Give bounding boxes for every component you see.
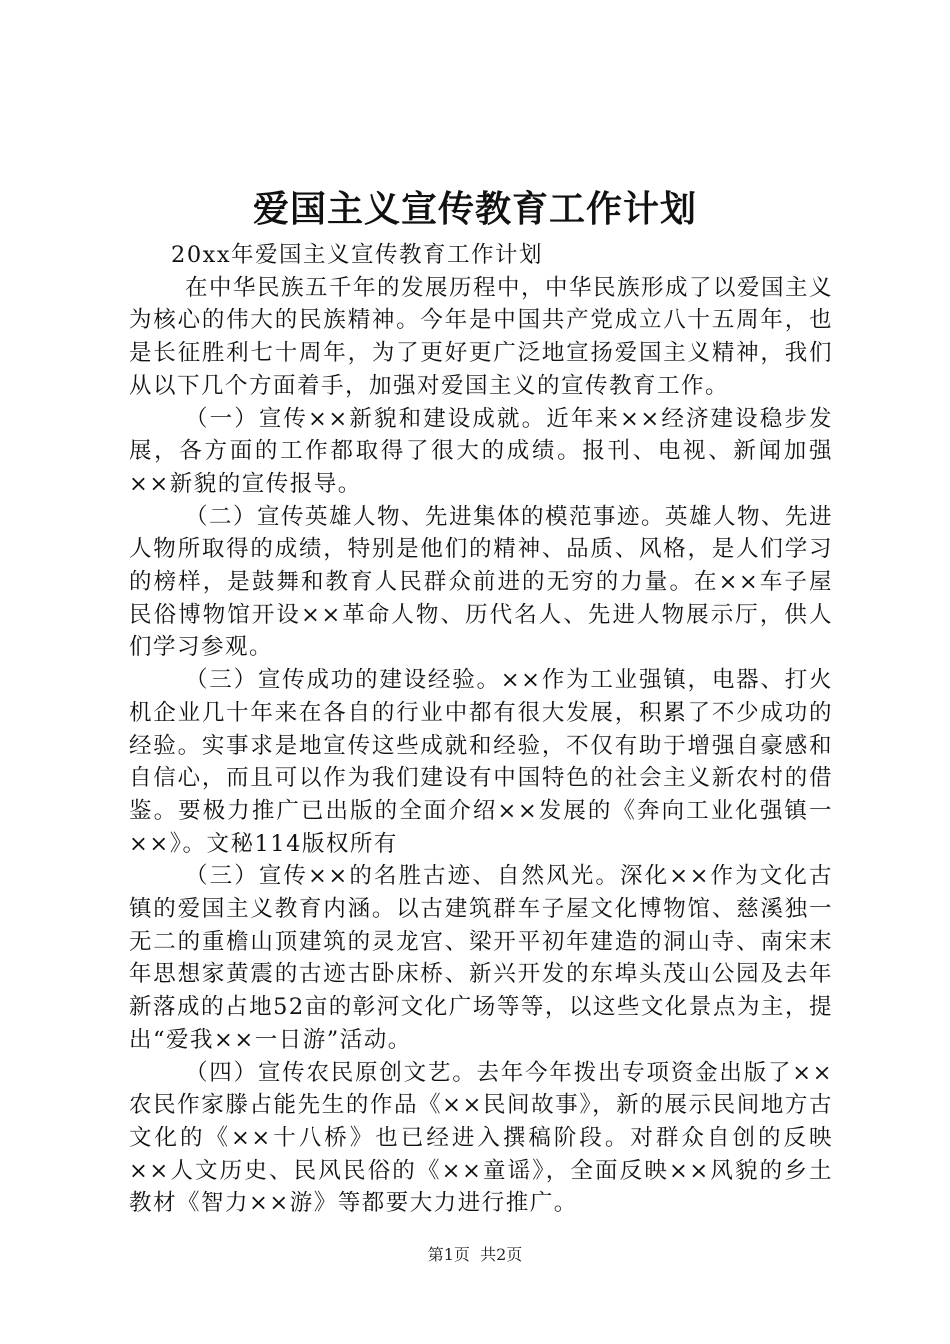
page-footer	[0, 1243, 950, 1267]
section-paragraph-3: （三）宣传成功的建设经验。××作为工业强镇，电器、打火机企业几十年来在各自的行业中都有很大发展，积累了不少成功的经验。实事求是地宣传这些成就和经验，不仅有助于增强自豪感和自信心，而且可以作为我们建设有中国特色的社会主义新农村的借鉴。要极力推广已出版的全面介绍××发展的《奔向工业化强镇一××》。文秘114版权所有	[129, 667, 833, 857]
section-paragraph-5: （四）宣传农民原创文艺。去年今年拨出专项资金出版了××农民作家滕占能先生的作品《××民间故事》，新的展示民间地方古文化的《××十八桥》也已经进入撰稿阶段。对群众自创的反映××人文历史、民风民俗的《××童谣》，全面反映××风貌的乡土教材《智力××游》等都要大力进行推广。	[129, 1059, 833, 1217]
document-body	[129, 239, 833, 1220]
page-number: 第1页 共2页	[427, 1245, 523, 1264]
document-subtitle: 20xx年爱国主义宣传教育工作计划	[171, 242, 544, 268]
document-title: 爱国主义宣传教育工作计划	[252, 188, 697, 230]
section-paragraph-4: （三）宣传××的名胜古迹、自然风光。深化××作为文化古镇的爱国主义教育内涵。以古建筑群车子屋文化博物馆、慈溪独一无二的重檐山顶建筑的灵龙宫、梁开平初年建造的洞山寺、南宋末年思想家黄震的古迹古卧床桥、新兴开发的东埠头茂山公园及去年新落成的占地52亩的彰河文化广场等等，以这些文化景点为主，提出“爱我××一日游”活动。	[129, 863, 833, 1053]
intro-paragraph: 在中华民族五千年的发展历程中，中华民族形成了以爱国主义为核心的伟大的民族精神。今年是中国共产党成立八十五周年，也是长征胜利七十周年，为了更好更广泛地宣扬爱国主义精神，我们从以下几个方面着手，加强对爱国主义的宣传教育工作。	[129, 274, 834, 399]
section-paragraph-1: （一）宣传××新貌和建设成就。近年来××经济建设稳步发展，各方面的工作都取得了很大的成绩。报刊、电视、新闻加强××新貌的宣传报导。	[129, 405, 833, 497]
section-paragraph-2: （二）宣传英雄人物、先进集体的模范事迹。英雄人物、先进人物所取得的成绩，特别是他们的精神、品质、风格，是人们学习的榜样，是鼓舞和教育人民群众前进的无穷的力量。在××车子屋民俗博物馆开设××革命人物、历代名人、先进人物展示厅，供人们学习参观。	[129, 503, 834, 661]
